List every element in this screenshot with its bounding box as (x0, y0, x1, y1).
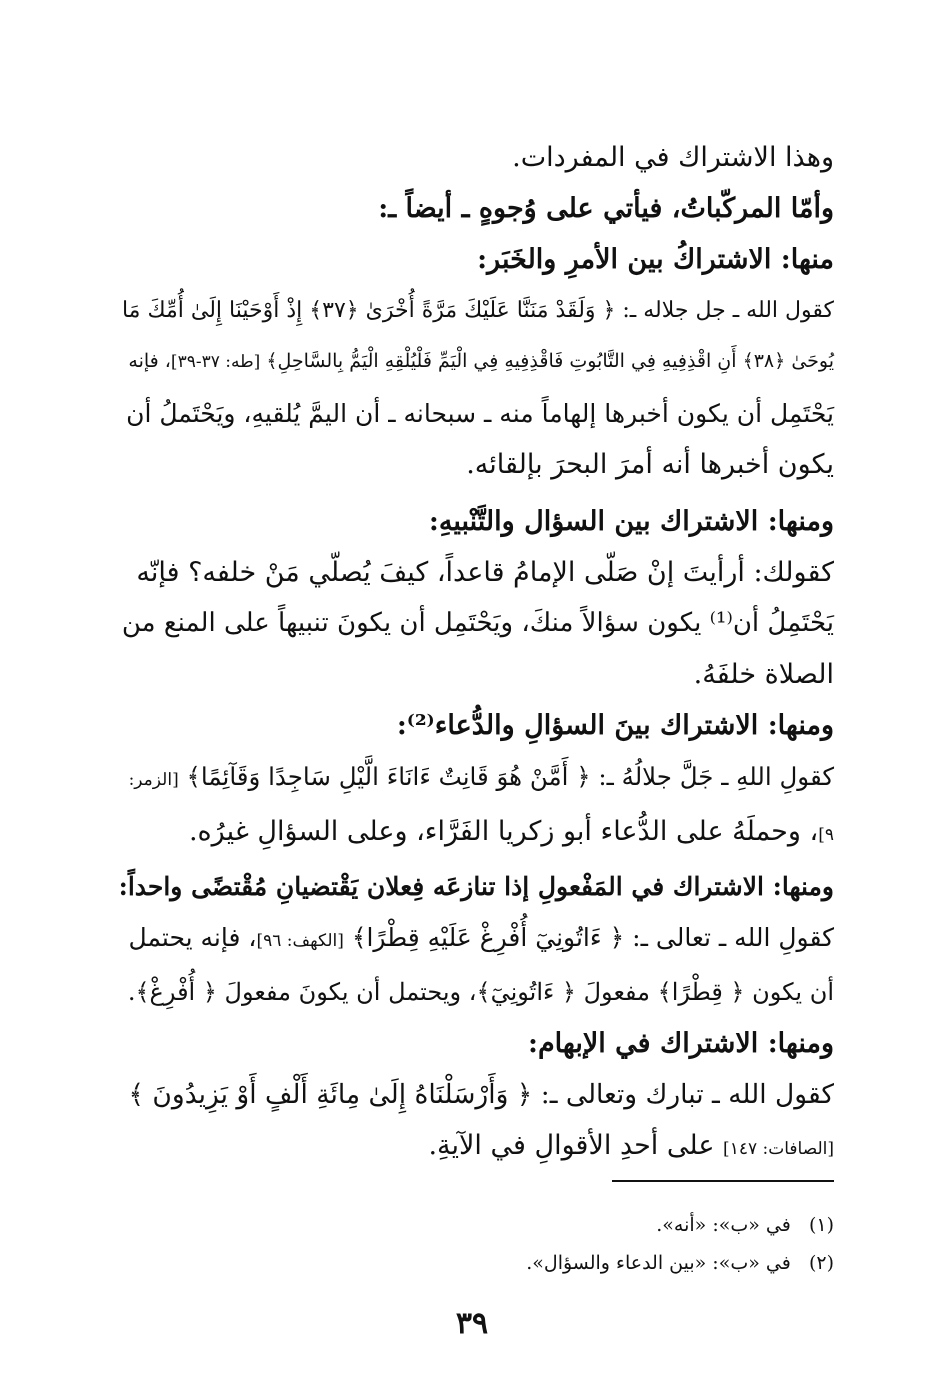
line-4-verse: كقول الله ـ جل جلاله ـ: ﴿ وَلَقَدْ مَنَنَّا عَلَيْكَ مَرَّةً أُخْرَىٰ ﴿٣٧﴾ إِذْ أَوْحَيْنَا إِلَىٰ أُمِّكَ مَا (121, 298, 834, 323)
line-20 (118, 1120, 834, 1175)
line-9: كقولك: أرأيتَ إنْ صَلّى الإمامُ قاعداً، كيفَ يُصلّي مَنْ خلفه؟ فإنّه (136, 557, 834, 588)
line-10: يَحْتَمِلُ أن⁽¹⁾ يكون سؤالاً منكَ، ويَحْتَمِل أن يكونَ تنبيهاً على المنع من (121, 608, 834, 638)
footnote-separator (612, 1180, 834, 1182)
line-17: أن يكون ﴿ قِطْرًا﴾ مفعولَ ﴿ ءَاتُونِيٓ﴾، ويحتمل أن يكونَ مفعولَ ﴿ أُفْرِغْ﴾. (127, 978, 834, 1006)
line-16-end: ، فإنه يحتمل (128, 923, 257, 952)
verse-continuation: يُوحَىٰ ﴿٣٨﴾ أَنِ اقْذِفِيهِ فِي التَّابُوتِ فَاقْذِفِيهِ فِي الْيَمِّ فَلْيُلْقِهِ الْيَمُّ بِالسَّاحِلِ﴾ (266, 350, 834, 372)
verse-reference: [الكهف: ٩٦] (256, 931, 344, 951)
verse-reference: [الزمر: (128, 770, 179, 790)
footnote-text: في «ب»: «بين الدعاء والسؤال». (526, 1252, 791, 1274)
line-6: يَحْتَمِل أن يكون أخبرها إلهاماً منه ـ سبحانه ـ أن اليمَّ يُلقيهِ، ويَحْتَملُ أن (126, 399, 834, 428)
verse-text: كقولِ الله ـ تعالى ـ: ﴿ ءَاتُونِيٓ أُفْرِغْ عَلَيْهِ قِطْرًا﴾ (351, 923, 834, 952)
verse-text: كقولِ اللهِ ـ جَلَّ جلالُهُ ـ: ﴿ أَمَّنْ هُوَ قَانِتٌ ءَانَاءَ الَّيْلِ سَاجِدًا وَقَآئِمًا﴾ (186, 762, 834, 791)
line-11: الصلاة خلفَهُ. (693, 659, 834, 690)
line-8-heading: ومنها: الاشتراك بين السؤال والتَّنْبيهِ: (428, 506, 834, 537)
line-2-heading: وأمّا المركّباتُ، فيأتي على وُجوهٍ ـ أيضاً ـ: (378, 193, 834, 224)
line-5-end: ، فإنه (128, 350, 171, 372)
line-15-heading: ومنها: الاشتراك في المَفْعولِ إذا تنازعَه فِعلان يَقْتضيانِ مُقْتضًى واحداً: (118, 872, 834, 901)
line-13 (118, 751, 834, 806)
line-3-heading: منها: الاشتراكُ بين الأمرِ والخَبَر: (477, 244, 834, 275)
footnote-2 (118, 1244, 834, 1282)
main-text (118, 132, 834, 1175)
line-14-text: ، وحملَهُ على الدُّعاء أبو زكريا الفَرَّاء، وعلى السؤالِ غيرُه. (188, 816, 819, 847)
footnote-1 (118, 1206, 834, 1244)
line-20-text: على أحدِ الأقوالِ في الآيةِ. (428, 1130, 715, 1161)
footnote-text: في «ب»: «أنه». (656, 1214, 791, 1236)
line-16 (118, 912, 834, 967)
line-19-verse: كقول الله ـ تبارك وتعالى ـ: ﴿ وَأَرْسَلْنَاهُ إِلَىٰ مِائَةِ أَلْفٍ أَوْ يَزِيدُونَ ﴾ (128, 1079, 834, 1110)
verse-reference: [طه: ٣٧-٣٩] (170, 352, 261, 372)
footnotes (118, 1206, 834, 1282)
page-number: ٣٩ (455, 1306, 489, 1341)
line-12-heading: ومنها: الاشتراك بينَ السؤالِ والدُّعاء⁽²⁾: (396, 710, 834, 741)
footnote-number: (١) (808, 1214, 834, 1236)
line-18-heading: ومنها: الاشتراك في الإبهام: (528, 1028, 834, 1059)
footnote-number: (٢) (808, 1252, 834, 1274)
line-14 (118, 806, 834, 861)
verse-reference-end: ٩] (818, 825, 834, 845)
line-1: وهذا الاشتراك في المفردات. (512, 142, 834, 173)
line-7: يكون أخبرها أنه أمرَ البحرَ بإلقائه. (466, 449, 834, 480)
line-5 (118, 336, 834, 388)
verse-reference: [الصافات: ١٤٧] (723, 1139, 834, 1159)
